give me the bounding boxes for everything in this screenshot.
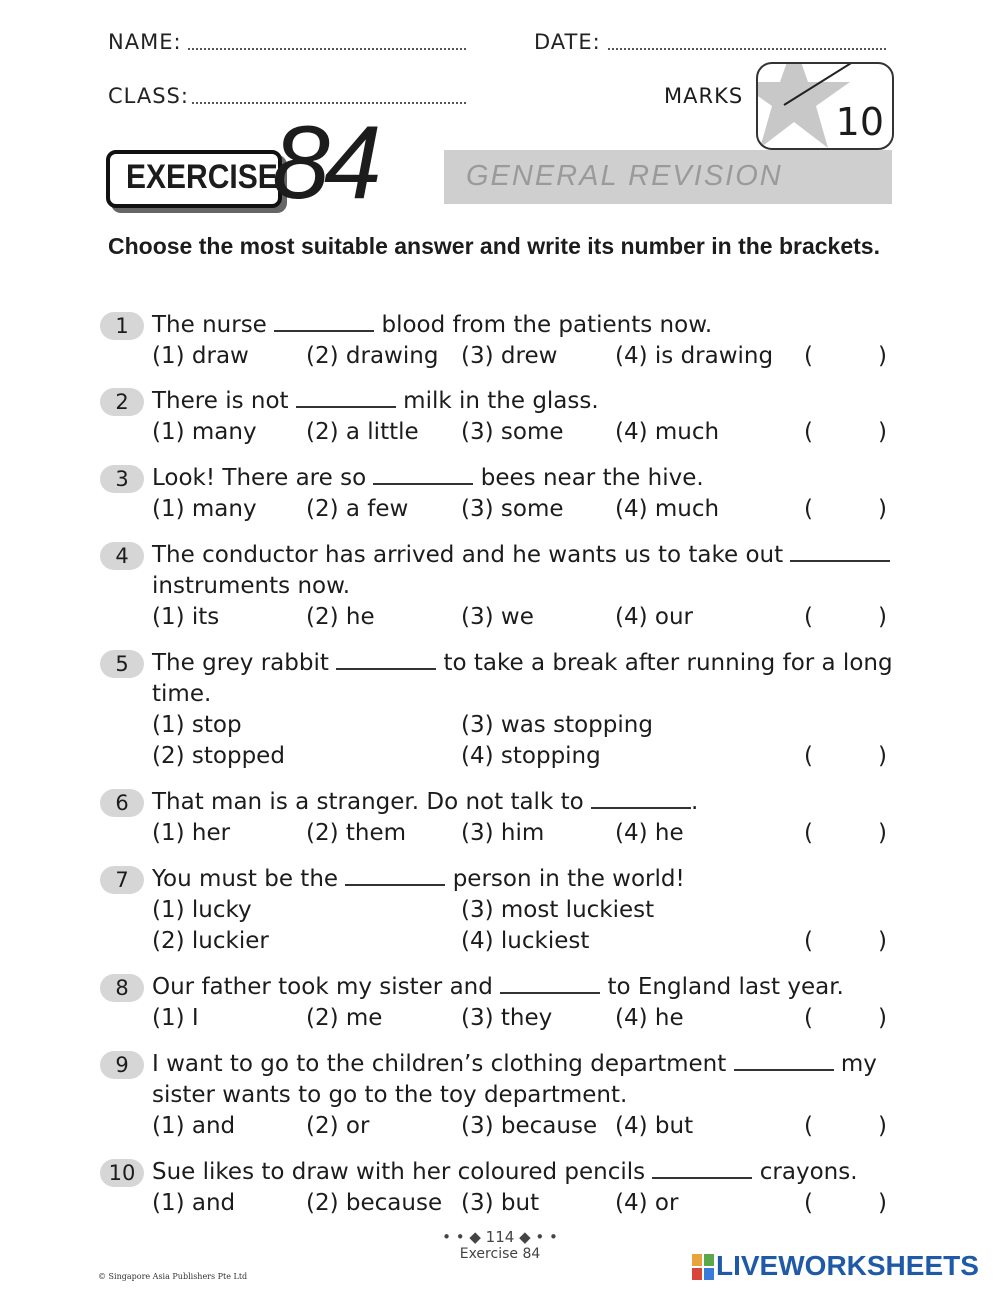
answer-blank[interactable] xyxy=(652,1159,752,1179)
option-1: (1) stop xyxy=(152,712,242,738)
answer-blank[interactable] xyxy=(734,1051,834,1071)
question-text-after: to take a break after running for a long time. xyxy=(152,650,893,707)
exercise-word: EXERCISE xyxy=(126,158,278,196)
question-text-after: milk in the glass. xyxy=(403,388,599,414)
answer-bracket-open: ( xyxy=(804,1113,813,1139)
answer-bracket-close: ) xyxy=(878,1190,887,1216)
option-3: (3) some xyxy=(461,496,564,522)
question-text xyxy=(152,310,894,341)
question-text-before: The conductor has arrived and he wants us to take out xyxy=(152,542,784,568)
option-2: (2) a little xyxy=(306,419,419,445)
option-4: (4) is drawing xyxy=(615,343,774,369)
answer-input[interactable] xyxy=(824,1188,876,1219)
question-text xyxy=(152,1049,894,1111)
option-2: (2) because xyxy=(306,1190,443,1216)
question-text-before: Our father took my sister and xyxy=(152,974,493,1000)
option-2: (2) or xyxy=(306,1113,370,1139)
option-4: (4) much xyxy=(615,496,720,522)
option-2: (3) was stopping xyxy=(461,712,653,738)
answer-input[interactable] xyxy=(824,926,876,957)
question-text-before: Look! There are so xyxy=(152,465,367,491)
answer-bracket-close: ) xyxy=(878,928,887,954)
answer-blank[interactable] xyxy=(274,312,374,332)
option-4: (4) or xyxy=(615,1190,679,1216)
name-label: NAME: xyxy=(108,30,182,54)
option-1: (1) I xyxy=(152,1005,199,1031)
answer-blank[interactable] xyxy=(591,789,691,809)
topic-title: GENERAL REVISION xyxy=(466,160,783,192)
question-text xyxy=(152,787,894,818)
question-text-after: person in the world! xyxy=(452,866,685,892)
question-number-badge: 9 xyxy=(100,1051,144,1079)
question-text xyxy=(152,386,894,417)
answer-bracket-open: ( xyxy=(804,1190,813,1216)
question-text-before: That man is a stranger. Do not talk to xyxy=(152,789,584,815)
question-text-after: crayons. xyxy=(759,1159,858,1185)
option-1: (1) lucky xyxy=(152,897,252,923)
answer-blank[interactable] xyxy=(790,542,890,562)
option-3: (3) but xyxy=(461,1190,540,1216)
question-number-badge: 7 xyxy=(100,866,144,894)
answer-blank[interactable] xyxy=(345,866,445,886)
option-1: (1) many xyxy=(152,419,257,445)
question-text xyxy=(152,648,894,710)
option-3: (3) him xyxy=(461,820,545,846)
option-1: (1) her xyxy=(152,820,231,846)
answer-input[interactable] xyxy=(824,1111,876,1142)
question-number-badge: 6 xyxy=(100,789,144,817)
question-number-badge: 5 xyxy=(100,650,144,678)
answer-bracket-close: ) xyxy=(878,496,887,522)
answer-bracket-open: ( xyxy=(804,743,813,769)
answer-bracket-open: ( xyxy=(804,820,813,846)
option-3: (2) luckier xyxy=(152,928,269,954)
answer-bracket-open: ( xyxy=(804,604,813,630)
brand-name: LIVEWORKSHEETS xyxy=(716,1250,979,1281)
copyright: © Singapore Asia Publishers Pte Ltd xyxy=(98,1272,248,1281)
answer-blank[interactable] xyxy=(336,650,436,670)
question-text xyxy=(152,540,894,602)
answer-input[interactable] xyxy=(824,341,876,372)
answer-blank[interactable] xyxy=(373,465,473,485)
name-field[interactable] xyxy=(188,48,466,50)
option-4: (4) stopping xyxy=(461,743,601,769)
answer-bracket-open: ( xyxy=(804,419,813,445)
option-3: (3) drew xyxy=(461,343,558,369)
question-text-after: . xyxy=(690,789,699,815)
question-text-after: blood from the patients now. xyxy=(381,312,713,338)
answer-input[interactable] xyxy=(824,602,876,633)
option-4: (4) much xyxy=(615,419,720,445)
marks-total: 10 xyxy=(835,100,884,144)
question-number-badge: 4 xyxy=(100,542,144,570)
answer-bracket-close: ) xyxy=(878,1113,887,1139)
answer-input[interactable] xyxy=(824,417,876,448)
question-text-after: to England last year. xyxy=(607,974,844,1000)
option-2: (2) a few xyxy=(306,496,409,522)
answer-bracket-close: ) xyxy=(878,743,887,769)
option-2: (2) them xyxy=(306,820,407,846)
date-field[interactable] xyxy=(608,48,886,50)
marks-label: MARKS xyxy=(664,84,744,108)
question-number-badge: 3 xyxy=(100,465,144,493)
option-4: (4) but xyxy=(615,1113,694,1139)
question-text xyxy=(152,864,894,895)
answer-input[interactable] xyxy=(824,818,876,849)
option-4: (4) luckiest xyxy=(461,928,590,954)
option-1: (1) its xyxy=(152,604,220,630)
question-text-before: There is not xyxy=(152,388,289,414)
answer-bracket-open: ( xyxy=(804,1005,813,1031)
option-4: (4) he xyxy=(615,820,684,846)
answer-bracket-open: ( xyxy=(804,928,813,954)
option-1: (1) many xyxy=(152,496,257,522)
question-text-after: my sister wants to go to the toy department. xyxy=(152,1051,877,1108)
question-text-after: bees near the hive. xyxy=(480,465,704,491)
answer-input[interactable] xyxy=(824,741,876,772)
option-2: (2) drawing xyxy=(306,343,439,369)
answer-bracket-close: ) xyxy=(878,419,887,445)
answer-bracket-close: ) xyxy=(878,820,887,846)
answer-bracket-open: ( xyxy=(804,496,813,522)
answer-bracket-close: ) xyxy=(878,343,887,369)
liveworksheets-logo-icon xyxy=(692,1254,714,1280)
answer-blank[interactable] xyxy=(296,388,396,408)
option-1: (1) and xyxy=(152,1113,236,1139)
option-3: (3) they xyxy=(461,1005,553,1031)
option-3: (3) because xyxy=(461,1113,598,1139)
marks-box[interactable] xyxy=(756,62,894,150)
option-3: (3) some xyxy=(461,419,564,445)
question-text-before: You must be the xyxy=(152,866,339,892)
answer-input[interactable] xyxy=(824,1003,876,1034)
option-1: (1) draw xyxy=(152,343,249,369)
answer-input[interactable] xyxy=(824,494,876,525)
question-text-before: The nurse xyxy=(152,312,267,338)
answer-blank[interactable] xyxy=(500,974,600,994)
question-text xyxy=(152,1157,894,1188)
question-text-before: I want to go to the children’s clothing department xyxy=(152,1051,727,1077)
question-number-badge: 8 xyxy=(100,974,144,1002)
exercise-number: 84 xyxy=(272,105,376,221)
class-label: CLASS: xyxy=(108,84,189,108)
date-label: DATE: xyxy=(534,30,601,54)
instructions: Choose the most suitable answer and write its number in the brackets. xyxy=(108,233,880,259)
question-number-badge: 2 xyxy=(100,388,144,416)
option-3: (2) stopped xyxy=(152,743,285,769)
question-text-before: Sue likes to draw with her coloured pencils xyxy=(152,1159,646,1185)
question-number-badge: 10 xyxy=(100,1159,144,1187)
question-number-badge: 1 xyxy=(100,312,144,340)
option-4: (4) he xyxy=(615,1005,684,1031)
page-number: • • ◆ 114 ◆ • • xyxy=(442,1228,558,1246)
option-2: (2) he xyxy=(306,604,375,630)
option-2: (2) me xyxy=(306,1005,383,1031)
question-text xyxy=(152,972,894,1003)
answer-bracket-close: ) xyxy=(878,1005,887,1031)
page-exercise-label: Exercise 84 xyxy=(459,1246,541,1262)
question-text xyxy=(152,463,894,494)
question-text-before: The grey rabbit xyxy=(152,650,329,676)
answer-bracket-open: ( xyxy=(804,343,813,369)
option-1: (1) and xyxy=(152,1190,236,1216)
answer-bracket-close: ) xyxy=(878,604,887,630)
question-text-after: instruments now. xyxy=(152,573,351,599)
option-2: (3) most luckiest xyxy=(461,897,655,923)
option-4: (4) our xyxy=(615,604,693,630)
option-3: (3) we xyxy=(461,604,534,630)
